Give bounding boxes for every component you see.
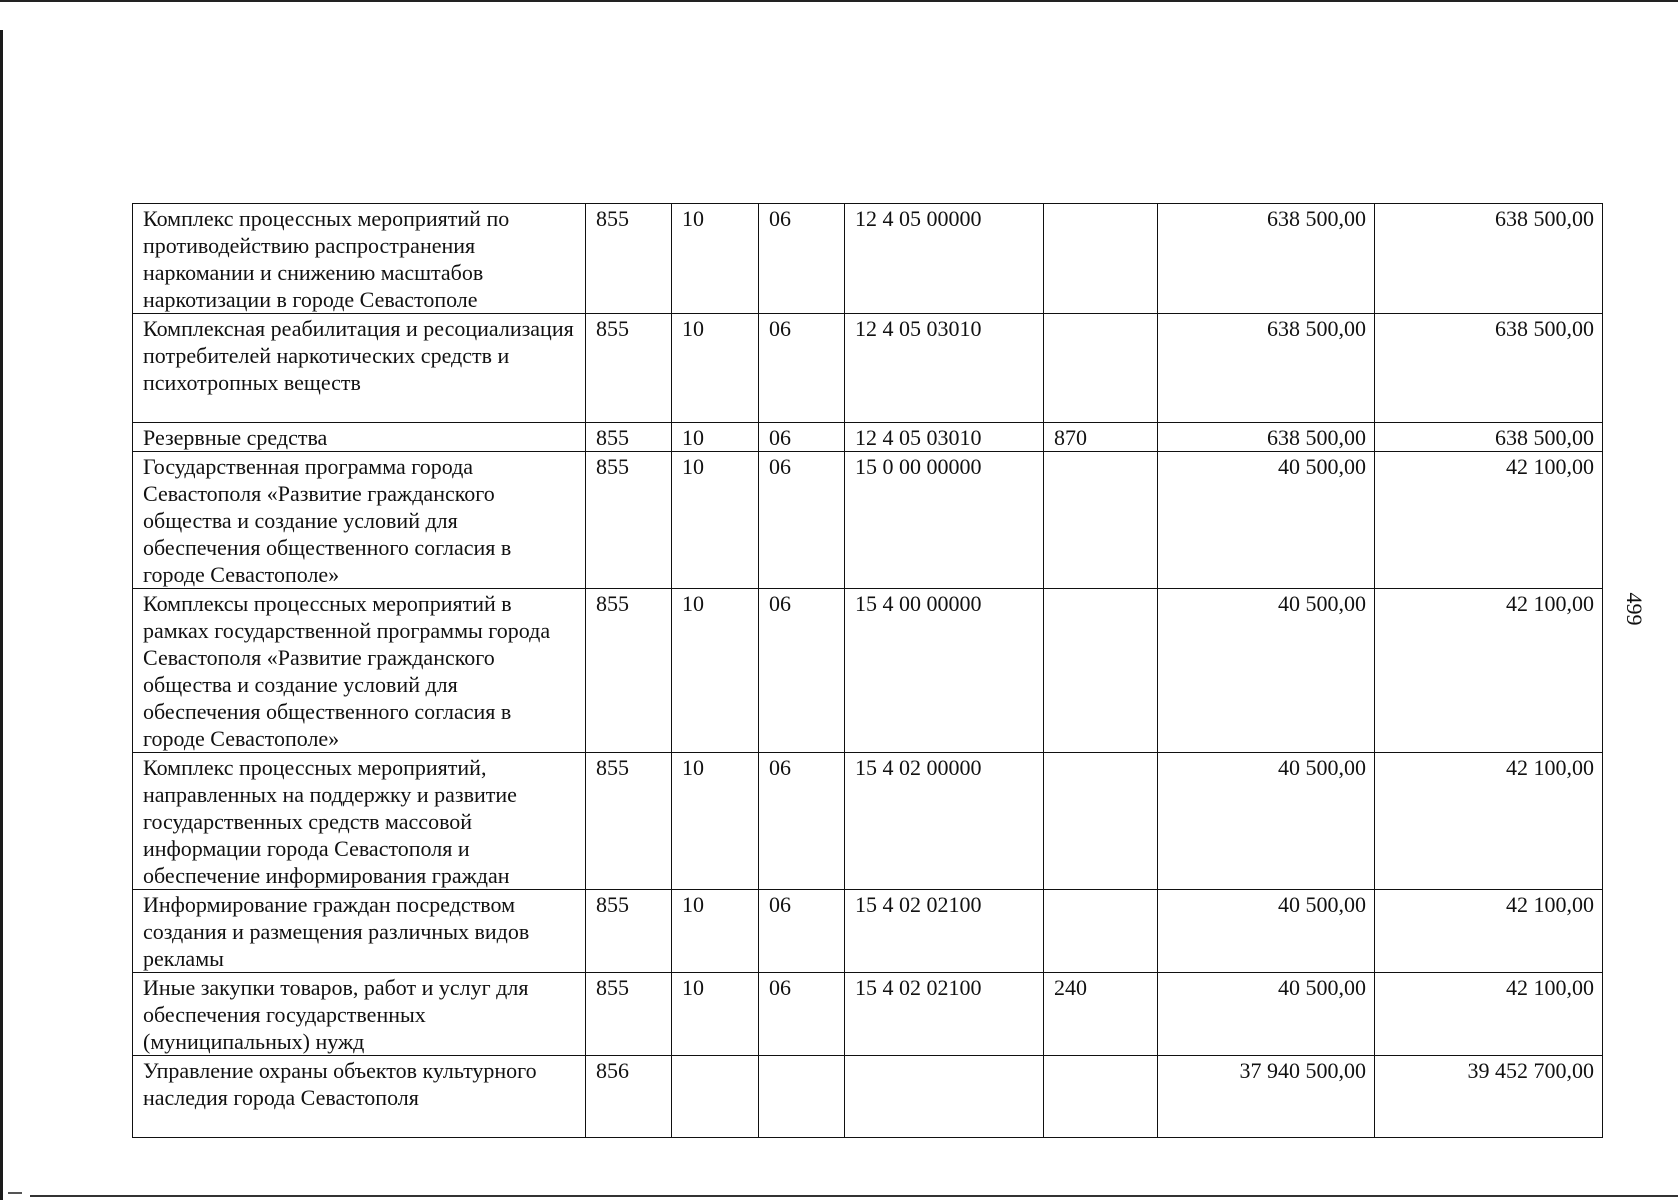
cell-vr bbox=[1044, 204, 1158, 314]
cell-sum-2: 39 452 700,00 bbox=[1375, 1056, 1603, 1138]
cell-pr: 06 bbox=[759, 423, 845, 452]
cell-pr: 06 bbox=[759, 589, 845, 753]
table-row bbox=[133, 314, 1603, 423]
cell-rz: 10 bbox=[672, 589, 759, 753]
cell-rz: 10 bbox=[672, 314, 759, 423]
cell-name: Комплекс процессных мероприятий по противодействию распространения наркомании и снижению масштабов наркотизации в городе Севастополе bbox=[133, 204, 586, 314]
cell-name: Иные закупки товаров, работ и услуг для обеспечения государственных (муниципальных) нужд bbox=[133, 973, 586, 1056]
cell-name: Комплексная реабилитация и ресоциализация потребителей наркотических средств и психотропных веществ bbox=[133, 314, 586, 423]
cell-vr bbox=[1044, 890, 1158, 973]
cell-vr bbox=[1044, 452, 1158, 589]
cell-sum-1: 40 500,00 bbox=[1158, 589, 1375, 753]
cell-grbs: 855 bbox=[586, 314, 672, 423]
table-row bbox=[133, 204, 1603, 314]
cell-rz bbox=[672, 1056, 759, 1138]
cell-name: Управление охраны объектов культурного наследия города Севастополя bbox=[133, 1056, 586, 1138]
cell-csr: 15 4 00 00000 bbox=[845, 589, 1044, 753]
cell-grbs: 855 bbox=[586, 589, 672, 753]
cell-csr: 12 4 05 03010 bbox=[845, 314, 1044, 423]
table-row bbox=[133, 589, 1603, 753]
cell-pr: 06 bbox=[759, 204, 845, 314]
scan-edge-top bbox=[0, 0, 1678, 2]
cell-grbs: 855 bbox=[586, 890, 672, 973]
cell-sum-2: 42 100,00 bbox=[1375, 890, 1603, 973]
page-number: 499 bbox=[1622, 592, 1647, 626]
cell-sum-1: 638 500,00 bbox=[1158, 314, 1375, 423]
cell-csr: 12 4 05 00000 bbox=[845, 204, 1044, 314]
cell-grbs: 855 bbox=[586, 452, 672, 589]
cell-rz: 10 bbox=[672, 890, 759, 973]
cell-pr bbox=[759, 1056, 845, 1138]
cell-sum-1: 638 500,00 bbox=[1158, 423, 1375, 452]
cell-sum-2: 638 500,00 bbox=[1375, 314, 1603, 423]
cell-pr: 06 bbox=[759, 973, 845, 1056]
cell-name: Комплекс процессных мероприятий, направленных на поддержку и развитие государственных средств массовой информации города Севастополя и обеспечение информирования граждан bbox=[133, 753, 586, 890]
cell-rz: 10 bbox=[672, 452, 759, 589]
cell-vr: 240 bbox=[1044, 973, 1158, 1056]
budget-table bbox=[132, 203, 1603, 1138]
cell-pr: 06 bbox=[759, 452, 845, 589]
scan-edge-left bbox=[0, 30, 3, 1200]
cell-vr bbox=[1044, 753, 1158, 890]
cell-sum-1: 40 500,00 bbox=[1158, 753, 1375, 890]
cell-rz: 10 bbox=[672, 423, 759, 452]
cell-csr: 15 0 00 00000 bbox=[845, 452, 1044, 589]
cell-sum-2: 42 100,00 bbox=[1375, 452, 1603, 589]
cell-sum-2: 42 100,00 bbox=[1375, 973, 1603, 1056]
scan-edge-bottom bbox=[30, 1195, 1678, 1197]
cell-vr: 870 bbox=[1044, 423, 1158, 452]
cell-vr bbox=[1044, 1056, 1158, 1138]
cell-grbs: 855 bbox=[586, 204, 672, 314]
cell-grbs: 855 bbox=[586, 423, 672, 452]
cell-csr: 12 4 05 03010 bbox=[845, 423, 1044, 452]
table-row bbox=[133, 452, 1603, 589]
cell-vr bbox=[1044, 314, 1158, 423]
cell-sum-1: 37 940 500,00 bbox=[1158, 1056, 1375, 1138]
cell-grbs: 856 bbox=[586, 1056, 672, 1138]
table-row bbox=[133, 753, 1603, 890]
cell-rz: 10 bbox=[672, 973, 759, 1056]
cell-csr: 15 4 02 02100 bbox=[845, 973, 1044, 1056]
cell-name: Информирование граждан посредством создания и размещения различных видов рекламы bbox=[133, 890, 586, 973]
cell-pr: 06 bbox=[759, 753, 845, 890]
cell-sum-1: 40 500,00 bbox=[1158, 890, 1375, 973]
cell-rz: 10 bbox=[672, 204, 759, 314]
table-row bbox=[133, 890, 1603, 973]
cell-grbs: 855 bbox=[586, 753, 672, 890]
cell-csr bbox=[845, 1056, 1044, 1138]
cell-name: Комплексы процессных мероприятий в рамках государственной программы города Севастополя «Развитие гражданского общества и создание условий для обеспечения общественного согласия в городе Севастополе» bbox=[133, 589, 586, 753]
cell-sum-2: 638 500,00 bbox=[1375, 423, 1603, 452]
table-row bbox=[133, 1056, 1603, 1138]
cell-rz: 10 bbox=[672, 753, 759, 890]
cell-sum-2: 42 100,00 bbox=[1375, 753, 1603, 890]
cell-sum-1: 40 500,00 bbox=[1158, 973, 1375, 1056]
cell-grbs: 855 bbox=[586, 973, 672, 1056]
cell-pr: 06 bbox=[759, 890, 845, 973]
cell-vr bbox=[1044, 589, 1158, 753]
cell-sum-1: 638 500,00 bbox=[1158, 204, 1375, 314]
cell-name: Государственная программа города Севастополя «Развитие гражданского общества и создание условий для обеспечения общественного согласия в городе Севастополе» bbox=[133, 452, 586, 589]
table-row bbox=[133, 973, 1603, 1056]
cell-name: Резервные средства bbox=[133, 423, 586, 452]
cell-sum-2: 638 500,00 bbox=[1375, 204, 1603, 314]
table-row bbox=[133, 423, 1603, 452]
cell-sum-2: 42 100,00 bbox=[1375, 589, 1603, 753]
cell-csr: 15 4 02 00000 bbox=[845, 753, 1044, 890]
cell-sum-1: 40 500,00 bbox=[1158, 452, 1375, 589]
cell-pr: 06 bbox=[759, 314, 845, 423]
scan-tick-mark bbox=[8, 1192, 22, 1194]
cell-csr: 15 4 02 02100 bbox=[845, 890, 1044, 973]
